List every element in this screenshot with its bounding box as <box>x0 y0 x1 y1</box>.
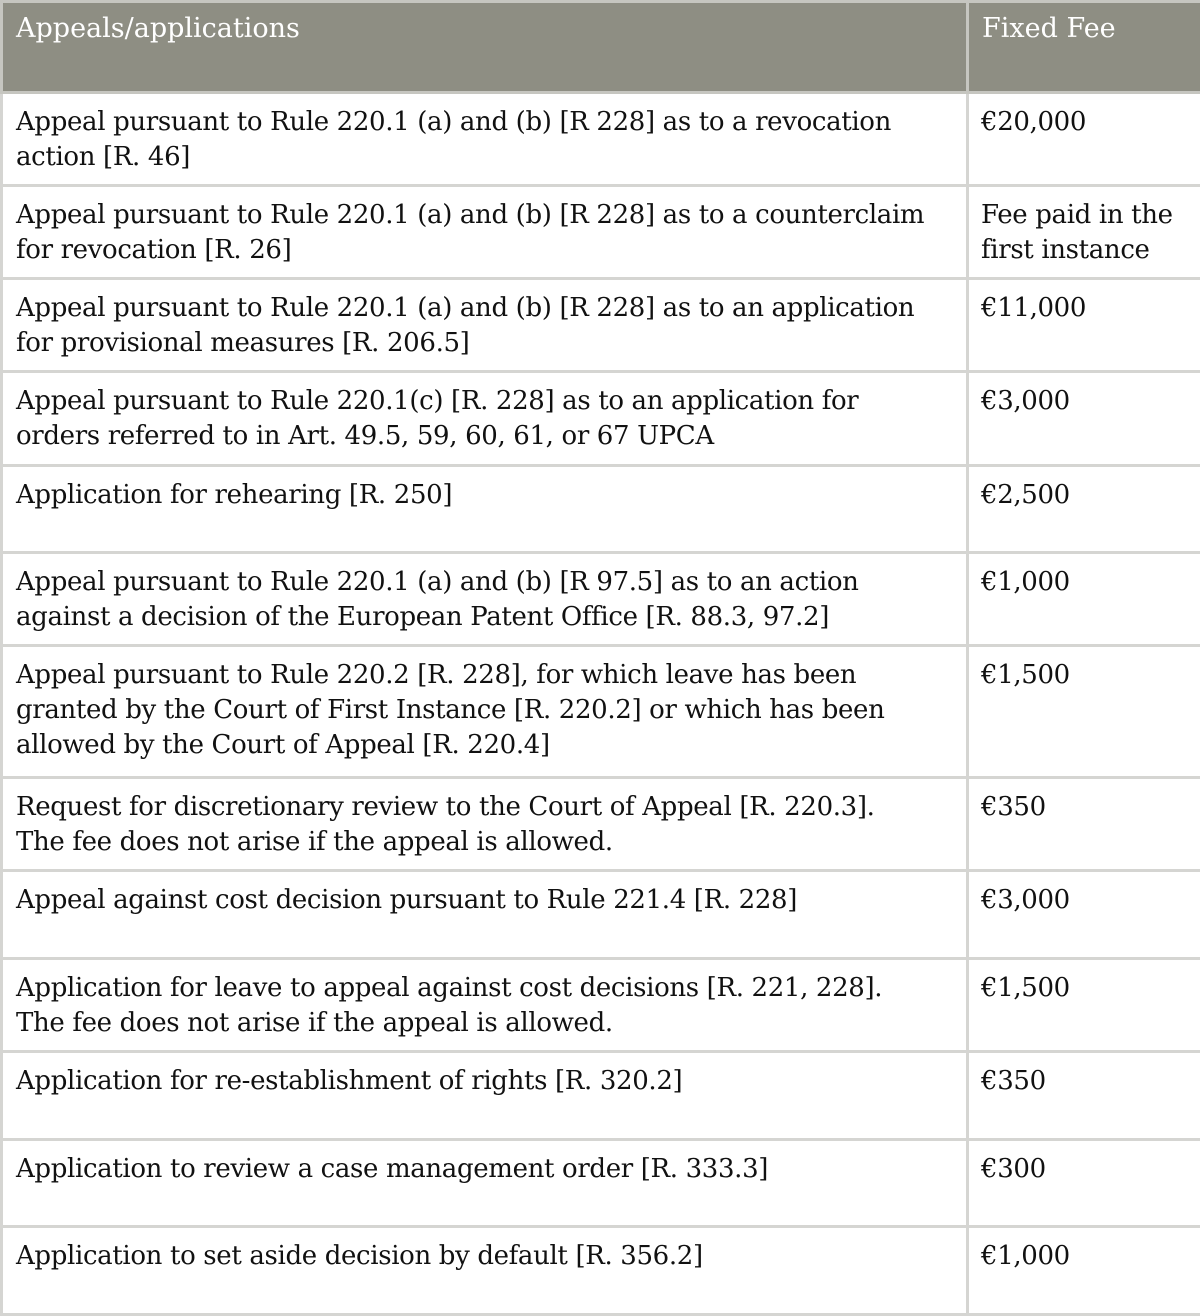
fee-value: €3,000 <box>981 386 1070 417</box>
table-row <box>2 553 1200 646</box>
item-cell <box>2 646 968 778</box>
item-cell <box>2 778 968 871</box>
item-text-line: for revocation [R. 26] <box>16 235 292 266</box>
item-text-line: Application to review a case management order [R. 333.3] <box>16 1153 769 1184</box>
table-row <box>2 778 1200 871</box>
item-text-line: Application for leave to appeal against cost decisions [R. 221, 228]. <box>16 972 883 1003</box>
column-header-item: Appeals/applications <box>2 2 968 93</box>
table-row <box>2 646 1200 778</box>
fee-cell <box>968 958 1200 1051</box>
fee-cell <box>968 778 1200 871</box>
table-row <box>2 871 1200 959</box>
item-text-line: The fee does not arise if the appeal is allowed. <box>16 827 613 858</box>
fee-value: €1,000 <box>981 567 1070 598</box>
item-cell <box>2 465 968 553</box>
table-row <box>2 1052 1200 1140</box>
item-text-line: Application for re-establishment of rights [R. 320.2] <box>16 1066 683 1097</box>
item-text-line: for provisional measures [R. 206.5] <box>16 328 470 359</box>
item-text-line: Appeal against cost decision pursuant to Rule 221.4 [R. 228] <box>16 885 798 916</box>
item-text-line: Appeal pursuant to Rule 220.1 (a) and (b) [R 228] as to a counterclaim <box>16 200 925 231</box>
fee-cell <box>968 186 1200 279</box>
fee-cell <box>968 553 1200 646</box>
table-header <box>2 2 1200 93</box>
fee-value: €1,500 <box>981 972 1070 1003</box>
table-row <box>2 372 1200 465</box>
item-text-line: Appeal pursuant to Rule 220.1(c) [R. 228] as to an application for <box>16 386 859 417</box>
item-cell <box>2 1052 968 1140</box>
item-cell <box>2 372 968 465</box>
table-row <box>2 93 1200 186</box>
fee-value: €3,000 <box>981 885 1070 916</box>
fee-value: €350 <box>981 1066 1046 1097</box>
table-row <box>2 465 1200 553</box>
fee-value: €350 <box>981 792 1046 823</box>
table-body <box>2 93 1200 1315</box>
item-text-line: The fee does not arise if the appeal is allowed. <box>16 1007 613 1038</box>
fee-cell <box>968 372 1200 465</box>
item-text-line: granted by the Court of First Instance [R. 220.2] or which has been <box>16 695 885 726</box>
item-cell <box>2 1227 968 1315</box>
item-text-line: Appeal pursuant to Rule 220.2 [R. 228], for which leave has been <box>16 660 857 691</box>
fee-cell <box>968 1139 1200 1227</box>
item-text-line: against a decision of the European Patent Office [R. 88.3, 97.2] <box>16 602 830 633</box>
item-text-line: orders referred to in Art. 49.5, 59, 60, 61, or 67 UPCA <box>16 421 714 452</box>
fee-cell <box>968 279 1200 372</box>
fee-value: €20,000 <box>981 107 1087 137</box>
fee-value: €11,000 <box>981 293 1087 324</box>
table-row <box>2 958 1200 1051</box>
item-cell <box>2 553 968 646</box>
table-row <box>2 1227 1200 1315</box>
item-text-line: Appeal pursuant to Rule 220.1 (a) and (b) [R 228] as to an application <box>16 293 915 324</box>
fee-value: €2,500 <box>981 479 1070 510</box>
fee-cell <box>968 465 1200 553</box>
item-cell <box>2 186 968 279</box>
item-text-line: Request for discretionary review to the Court of Appeal [R. 220.3]. <box>16 792 875 823</box>
item-text-line: Appeal pursuant to Rule 220.1 (a) and (b) [R 228] as to a revocation <box>16 107 891 137</box>
column-header-fee: Fixed Fee <box>968 2 1200 93</box>
table-row <box>2 279 1200 372</box>
fee-cell <box>968 871 1200 959</box>
fee-value: €1,000 <box>981 1241 1070 1272</box>
fee-value: Fee paid in the <box>981 200 1173 231</box>
fee-value: first instance <box>981 235 1150 266</box>
fee-value: €300 <box>981 1153 1046 1184</box>
table-row <box>2 186 1200 279</box>
fee-cell <box>968 1052 1200 1140</box>
item-text-line: Application to set aside decision by default [R. 356.2] <box>16 1241 703 1272</box>
item-cell <box>2 871 968 959</box>
fee-value: €1,500 <box>981 660 1070 691</box>
item-cell <box>2 958 968 1051</box>
fee-cell <box>968 1227 1200 1315</box>
item-cell <box>2 279 968 372</box>
item-cell <box>2 93 968 186</box>
fee-cell <box>968 646 1200 778</box>
item-text-line: Appeal pursuant to Rule 220.1 (a) and (b) [R 97.5] as to an action <box>16 567 859 598</box>
item-text-line: action [R. 46] <box>16 142 191 172</box>
item-text-line: allowed by the Court of Appeal [R. 220.4] <box>16 730 550 761</box>
table-row <box>2 1139 1200 1227</box>
item-cell <box>2 1139 968 1227</box>
item-text-line: Application for rehearing [R. 250] <box>16 479 453 510</box>
header-row <box>2 2 1200 93</box>
fee-cell <box>968 93 1200 186</box>
